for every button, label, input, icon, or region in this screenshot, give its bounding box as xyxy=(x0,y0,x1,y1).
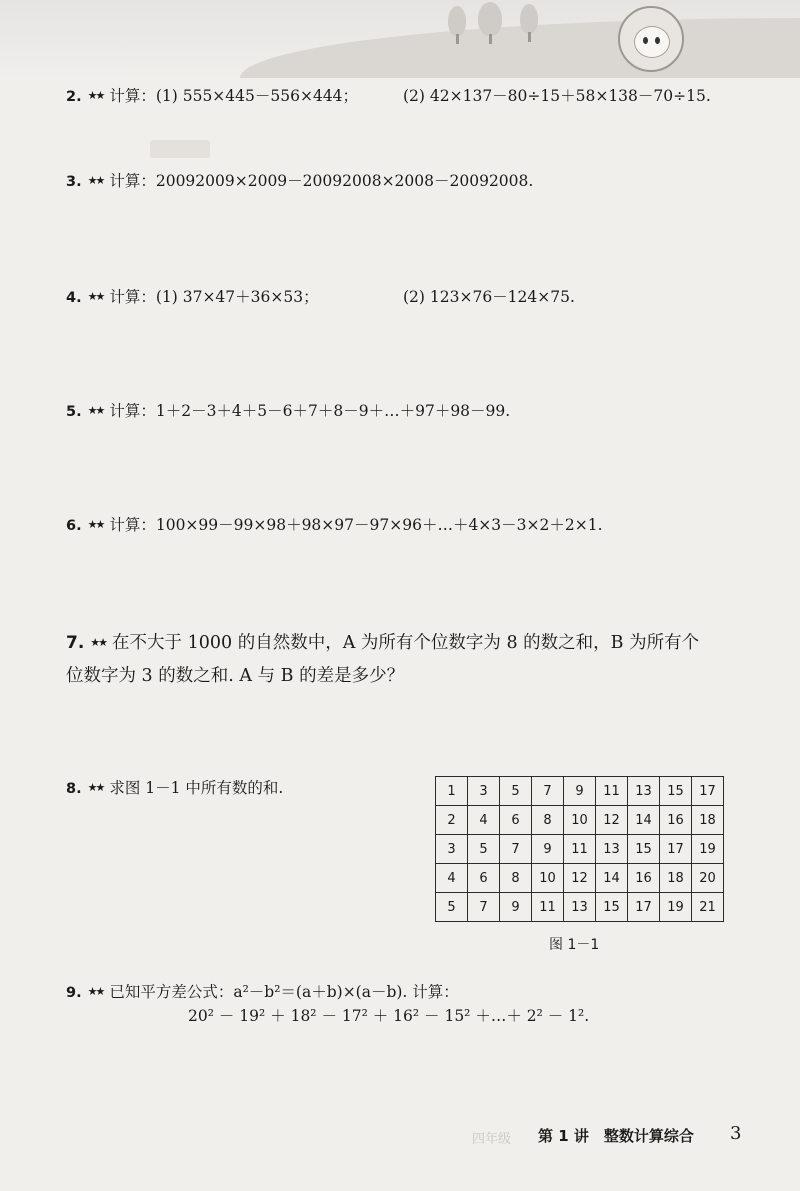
tree-icon xyxy=(520,4,538,34)
table-cell: 17 xyxy=(628,893,660,922)
table-cell: 10 xyxy=(564,806,596,835)
difficulty-stars-icon: ★★ xyxy=(87,985,104,998)
table-cell: 3 xyxy=(468,777,500,806)
table-cell: 13 xyxy=(596,835,628,864)
table-cell: 21 xyxy=(692,893,724,922)
table-cell: 14 xyxy=(596,864,628,893)
table-row xyxy=(436,893,724,922)
table-cell: 18 xyxy=(692,806,724,835)
table-cell: 7 xyxy=(468,893,500,922)
table-cell: 9 xyxy=(500,893,532,922)
table-row xyxy=(436,835,724,864)
table-cell: 7 xyxy=(532,777,564,806)
table-row xyxy=(436,777,724,806)
table-cell: 15 xyxy=(628,835,660,864)
table-cell: 19 xyxy=(692,835,724,864)
difficulty-stars-icon: ★★ xyxy=(87,404,104,417)
table-cell: 4 xyxy=(468,806,500,835)
table-cell: 1 xyxy=(436,777,468,806)
tree-icon xyxy=(478,2,502,36)
table-cell: 5 xyxy=(500,777,532,806)
difficulty-stars-icon: ★★ xyxy=(87,89,104,102)
problem-text: 计算：(1) 37×47＋36×53； xyxy=(109,288,319,306)
problem-2 xyxy=(66,84,358,109)
table-cell: 6 xyxy=(468,864,500,893)
table-cell: 17 xyxy=(660,835,692,864)
table-cell: 16 xyxy=(660,806,692,835)
table-cell: 9 xyxy=(564,777,596,806)
table-cell: 14 xyxy=(628,806,660,835)
page-number: 3 xyxy=(730,1123,742,1144)
table-cell: 11 xyxy=(596,777,628,806)
problem-number: 8. xyxy=(66,781,82,797)
problem-text: (2) 42×137－80÷15＋58×138－70÷15. xyxy=(403,87,711,105)
problem-6 xyxy=(66,513,603,538)
problem-9 xyxy=(66,980,459,1005)
difficulty-stars-icon: ★★ xyxy=(87,781,104,794)
tree-icon xyxy=(448,6,466,36)
mascot-illustration xyxy=(618,6,684,72)
table-cell: 5 xyxy=(468,835,500,864)
table-cell: 11 xyxy=(532,893,564,922)
problem-number: 4. xyxy=(66,290,82,306)
page-footer xyxy=(472,1120,800,1156)
table-cell: 12 xyxy=(596,806,628,835)
problem-number: 2. xyxy=(66,89,82,105)
table-cell: 10 xyxy=(532,864,564,893)
problem-4 xyxy=(66,285,319,310)
problem-number: 6. xyxy=(66,518,82,534)
problem-7 xyxy=(66,626,706,693)
table-cell: 18 xyxy=(660,864,692,893)
table-cell: 9 xyxy=(532,835,564,864)
number-grid-figure xyxy=(435,776,724,922)
table-cell: 4 xyxy=(436,864,468,893)
table-cell: 20 xyxy=(692,864,724,893)
problem-text: (2) 123×76－124×75. xyxy=(403,288,575,306)
table-cell: 2 xyxy=(436,806,468,835)
table-cell: 3 xyxy=(436,835,468,864)
problem-number: 9. xyxy=(66,985,82,1001)
problem-text: 计算：100×99－99×98＋98×97－97×96＋…＋4×3－3×2＋2×1. xyxy=(109,516,603,534)
problem-text: 计算：(1) 555×445－556×444； xyxy=(109,87,359,105)
table-cell: 8 xyxy=(532,806,564,835)
table-cell: 12 xyxy=(564,864,596,893)
table-cell: 13 xyxy=(628,777,660,806)
table-cell: 5 xyxy=(436,893,468,922)
table-cell: 11 xyxy=(564,835,596,864)
problem-2-part-2 xyxy=(403,84,711,108)
table-cell: 7 xyxy=(500,835,532,864)
problem-text: 在不大于 1000 的自然数中，A 为所有个位数字为 8 的数之和，B 为所有个位数字为 3 的数之和. A 与 B 的差是多少？ xyxy=(66,633,700,686)
bleed-through-mark xyxy=(150,140,210,158)
problem-text: 已知平方差公式：a²－b²＝(a＋b)×(a－b). 计算： xyxy=(109,983,459,1001)
problem-9-formula: 20² － 19² ＋ 18² － 17² ＋ 16² － 15² ＋…＋ 2² － 1². xyxy=(188,1007,590,1025)
table-row xyxy=(436,864,724,893)
tree-stem xyxy=(456,34,459,44)
tree-stem xyxy=(489,34,492,44)
problem-8 xyxy=(66,776,283,801)
table-cell: 19 xyxy=(660,893,692,922)
header-decoration xyxy=(0,0,800,78)
difficulty-stars-icon: ★★ xyxy=(87,518,104,531)
problem-number: 7. xyxy=(66,633,85,653)
problem-4-part-2 xyxy=(403,285,575,309)
table-cell: 8 xyxy=(500,864,532,893)
mascot-face xyxy=(634,26,670,58)
problem-text: 求图 1－1 中所有数的和. xyxy=(109,779,284,797)
table-cell: 6 xyxy=(500,806,532,835)
problem-5 xyxy=(66,399,510,424)
lecture-title: 第 1 讲 整数计算综合 xyxy=(538,1127,694,1145)
difficulty-stars-icon: ★★ xyxy=(90,636,107,649)
problem-3 xyxy=(66,169,533,194)
table-cell: 17 xyxy=(692,777,724,806)
series-label: 四年级 xyxy=(472,1132,512,1147)
problem-number: 3. xyxy=(66,174,82,190)
mascot-eye xyxy=(655,37,660,44)
difficulty-stars-icon: ★★ xyxy=(87,290,104,303)
table-cell: 15 xyxy=(596,893,628,922)
table-row xyxy=(436,806,724,835)
hill-decoration xyxy=(240,18,800,78)
table-cell: 13 xyxy=(564,893,596,922)
problem-text: 计算：1＋2－3＋4＋5－6＋7＋8－9＋…＋97＋98－99. xyxy=(109,402,511,420)
table-cell: 15 xyxy=(660,777,692,806)
difficulty-stars-icon: ★★ xyxy=(87,174,104,187)
table-cell: 16 xyxy=(628,864,660,893)
tree-stem xyxy=(528,32,531,42)
problem-number: 5. xyxy=(66,404,82,420)
figure-caption: 图 1－1 xyxy=(549,937,600,953)
mascot-eye xyxy=(643,37,648,44)
problem-text: 计算：20092009×2009－20092008×2008－20092008. xyxy=(109,172,534,190)
